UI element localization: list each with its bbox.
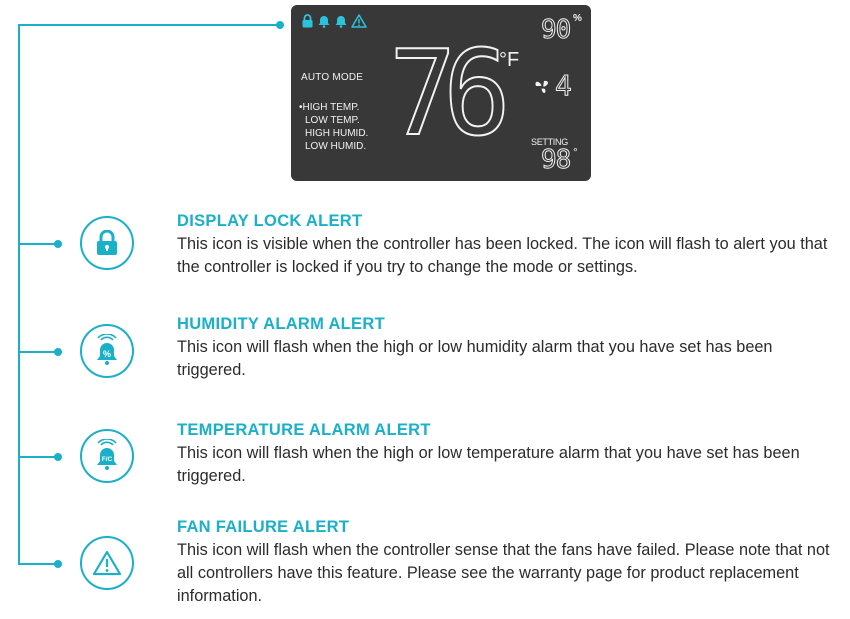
setting-readout: 98 (541, 145, 571, 175)
humidity-icon-text: % (102, 349, 112, 359)
alarm-options-list (299, 101, 368, 153)
setting-label: SETTING (531, 137, 568, 147)
connector-dot-temperature (54, 453, 62, 461)
alarm-option: LOW TEMP. (305, 115, 360, 126)
connector-vertical-line (18, 24, 20, 564)
connector-dot-humidity (54, 348, 62, 356)
setting-unit: ° (573, 145, 578, 159)
alert-description: This icon will flash when the high or low humidity alarm that you have set has been triggered. (177, 338, 773, 379)
alert-description: This icon will flash when the high or low temperature alarm that you have set has been triggered. (177, 444, 800, 485)
connector-branch-lock (18, 243, 58, 245)
connector-branch-fan (18, 563, 58, 565)
lock-icon (95, 230, 119, 256)
alert-title: HUMIDITY ALARM ALERT (177, 315, 385, 333)
warning-icon (351, 14, 367, 28)
status-icon-row (301, 14, 367, 28)
alert-description: This icon is visible when the controller has been locked. The icon will flash to alert you that the controller is locked if you try to change the mode or settings. (177, 235, 828, 276)
temperature-badge (80, 429, 134, 483)
temperature-readout: 76 (389, 24, 498, 162)
connector-top-dot (276, 21, 284, 29)
alarm-option: LOW HUMID. (305, 141, 367, 152)
humidity-bell-icon (92, 334, 122, 368)
humidity-bell-icon (317, 14, 331, 28)
mode-label: AUTO MODE (301, 72, 364, 83)
alert-title: TEMPERATURE ALARM ALERT (177, 421, 431, 439)
warning-icon (92, 550, 122, 576)
alert-title: DISPLAY LOCK ALERT (177, 212, 363, 230)
fan-icon (533, 78, 551, 96)
controller-display (291, 5, 591, 181)
selected-dot-icon: • (299, 102, 303, 113)
connector-top-line (18, 24, 280, 26)
temperature-bell-icon (334, 14, 348, 28)
alert-description: This icon will flash when the controller sense that the fans have failed. Please note that not all controllers have this feature. Please see the warranty page for product replacement information. (177, 541, 830, 605)
alarm-option: •HIGH TEMP. (299, 102, 360, 113)
fan-speed-readout: 4 (555, 69, 572, 102)
temperature-icon-text: F/C (101, 456, 113, 463)
connector-dot-lock (54, 240, 62, 248)
humidity-unit: % (573, 13, 582, 24)
temperature-unit: °F (499, 49, 520, 71)
humidity-badge (80, 324, 134, 378)
connector-branch-temperature (18, 456, 58, 458)
warning-badge (80, 536, 134, 590)
alarm-option: HIGH HUMID. (305, 128, 369, 139)
temperature-bell-icon (92, 439, 122, 473)
connector-branch-humidity (18, 351, 58, 353)
alert-title: FAN FAILURE ALERT (177, 518, 350, 536)
humidity-readout: 90 (541, 15, 571, 45)
lock-icon (301, 14, 314, 28)
connector-dot-fan (54, 560, 62, 568)
lock-badge (80, 216, 134, 270)
